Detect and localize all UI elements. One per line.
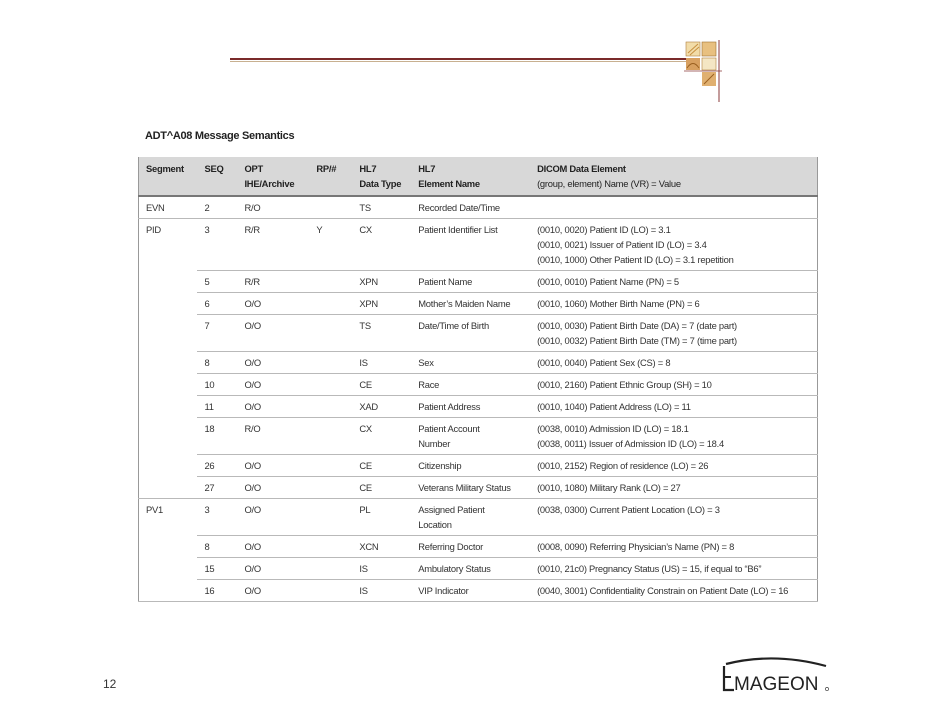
header-rule xyxy=(230,58,700,60)
header-hl7-name: HL7 Element Name xyxy=(411,157,530,196)
cell-segment xyxy=(139,536,198,558)
cell-opt: O/O xyxy=(237,580,309,602)
header-seq: SEQ xyxy=(197,157,237,196)
table-row xyxy=(139,271,818,293)
cell-hl7-name: Patient Name xyxy=(411,271,530,293)
cell-opt: O/O xyxy=(237,558,309,580)
cell-hl7-type: IS xyxy=(352,352,411,374)
cell-segment xyxy=(139,558,198,580)
cell-hl7-name: Patient Address xyxy=(411,396,530,418)
cell-rp xyxy=(309,499,352,536)
cell-opt: R/R xyxy=(237,219,309,271)
table-row xyxy=(139,580,818,602)
header-segment: Segment xyxy=(139,157,198,196)
cell-rp xyxy=(309,536,352,558)
cell-dicom xyxy=(530,196,817,219)
cell-opt: O/O xyxy=(237,352,309,374)
table-row xyxy=(139,455,818,477)
cell-hl7-name: Recorded Date/Time xyxy=(411,196,530,219)
cell-opt: O/O xyxy=(237,499,309,536)
table-row xyxy=(139,536,818,558)
cell-dicom: (0010, 0040) Patient Sex (CS) = 8 xyxy=(530,352,817,374)
cell-dicom: (0010, 2160) Patient Ethnic Group (SH) = 10 xyxy=(530,374,817,396)
cell-seq: 7 xyxy=(197,315,237,352)
table-row xyxy=(139,219,818,271)
cell-dicom: (0010, 0030) Patient Birth Date (DA) = 7 (date part) (0010, 0032) Patient Birth Date (TM) = 7 (time part) xyxy=(530,315,817,352)
cell-hl7-name: Referring Doctor xyxy=(411,536,530,558)
cell-hl7-type: XAD xyxy=(352,396,411,418)
cell-hl7-name: Veterans Military Status xyxy=(411,477,530,499)
table-row xyxy=(139,196,818,219)
cell-hl7-name: Assigned Patient Location xyxy=(411,499,530,536)
cell-segment xyxy=(139,271,198,293)
cell-hl7-name: Citizenship xyxy=(411,455,530,477)
cell-rp xyxy=(309,293,352,315)
cell-hl7-type: TS xyxy=(352,315,411,352)
cell-seq: 8 xyxy=(197,536,237,558)
cell-seq: 3 xyxy=(197,219,237,271)
cell-segment xyxy=(139,374,198,396)
cell-seq: 6 xyxy=(197,293,237,315)
cell-seq: 27 xyxy=(197,477,237,499)
table-row xyxy=(139,315,818,352)
cell-segment: PID xyxy=(139,219,198,271)
cell-dicom: (0010, 1060) Mother Birth Name (PN) = 6 xyxy=(530,293,817,315)
cell-hl7-type: CX xyxy=(352,418,411,455)
cell-segment xyxy=(139,477,198,499)
header-hl7-type: HL7 Data Type xyxy=(352,157,411,196)
cell-dicom: (0010, 2152) Region of residence (LO) = 26 xyxy=(530,455,817,477)
table-row xyxy=(139,418,818,455)
cell-dicom: (0008, 0090) Referring Physician’s Name (PN) = 8 xyxy=(530,536,817,558)
cell-rp xyxy=(309,418,352,455)
cell-dicom: (0010, 21c0) Pregnancy Status (US) = 15, if equal to “B6” xyxy=(530,558,817,580)
cell-hl7-type: CE xyxy=(352,455,411,477)
cell-hl7-type: CE xyxy=(352,374,411,396)
cell-hl7-type: XCN xyxy=(352,536,411,558)
cell-segment: PV1 xyxy=(139,499,198,536)
cell-opt: O/O xyxy=(237,477,309,499)
cell-segment xyxy=(139,352,198,374)
cell-hl7-type: TS xyxy=(352,196,411,219)
cell-dicom: (0038, 0300) Current Patient Location (LO) = 3 xyxy=(530,499,817,536)
cell-seq: 3 xyxy=(197,499,237,536)
cell-seq: 18 xyxy=(197,418,237,455)
cell-segment xyxy=(139,455,198,477)
semantics-table xyxy=(138,157,818,602)
cell-opt: R/O xyxy=(237,196,309,219)
header-opt: OPT IHE/Archive xyxy=(237,157,309,196)
cell-rp xyxy=(309,374,352,396)
cell-dicom: (0010, 0020) Patient ID (LO) = 3.1 (0010, 0021) Issuer of Patient ID (LO) = 3.4 (0010, 1000) Other Patient ID (LO) = 3.1 repetition xyxy=(530,219,817,271)
cell-hl7-name: Ambulatory Status xyxy=(411,558,530,580)
cell-segment xyxy=(139,580,198,602)
cell-opt: R/O xyxy=(237,418,309,455)
cell-segment xyxy=(139,293,198,315)
cell-rp xyxy=(309,196,352,219)
cell-segment xyxy=(139,396,198,418)
table-header-row xyxy=(139,157,818,196)
cell-rp xyxy=(309,580,352,602)
table-row xyxy=(139,374,818,396)
header-rp: RP/# xyxy=(309,157,352,196)
cell-rp xyxy=(309,315,352,352)
page-number: 12 xyxy=(103,677,117,691)
cell-segment: EVN xyxy=(139,196,198,219)
header-decoration-icon xyxy=(684,40,722,102)
cell-segment xyxy=(139,418,198,455)
cell-opt: O/O xyxy=(237,455,309,477)
cell-rp xyxy=(309,455,352,477)
cell-hl7-name: Race xyxy=(411,374,530,396)
cell-opt: O/O xyxy=(237,374,309,396)
cell-seq: 5 xyxy=(197,271,237,293)
cell-dicom: (0040, 3001) Confidentiality Constrain on Patient Date (LO) = 16 xyxy=(530,580,817,602)
cell-hl7-type: IS xyxy=(352,580,411,602)
cell-hl7-type: CE xyxy=(352,477,411,499)
table-row xyxy=(139,558,818,580)
cell-dicom: (0010, 0010) Patient Name (PN) = 5 xyxy=(530,271,817,293)
cell-rp xyxy=(309,477,352,499)
cell-hl7-type: IS xyxy=(352,558,411,580)
cell-dicom: (0010, 1040) Patient Address (LO) = 11 xyxy=(530,396,817,418)
header-dicom: DICOM Data Element (group, element) Name (VR) = Value xyxy=(530,157,817,196)
cell-opt: O/O xyxy=(237,293,309,315)
cell-segment xyxy=(139,315,198,352)
cell-seq: 2 xyxy=(197,196,237,219)
cell-hl7-name: Sex xyxy=(411,352,530,374)
cell-rp xyxy=(309,396,352,418)
page-title: ADT^A08 Message Semantics xyxy=(145,130,295,142)
table-row xyxy=(139,477,818,499)
cell-opt: O/O xyxy=(237,396,309,418)
table-row xyxy=(139,352,818,374)
cell-dicom: (0038, 0010) Admission ID (LO) = 18.1 (0038, 0011) Issuer of Admission ID (LO) = 18.4 xyxy=(530,418,817,455)
cell-rp xyxy=(309,271,352,293)
cell-opt: O/O xyxy=(237,315,309,352)
table-row xyxy=(139,293,818,315)
cell-rp xyxy=(309,558,352,580)
table-row xyxy=(139,396,818,418)
cell-hl7-type: XPN xyxy=(352,271,411,293)
cell-seq: 15 xyxy=(197,558,237,580)
cell-hl7-name: Date/Time of Birth xyxy=(411,315,530,352)
cell-seq: 10 xyxy=(197,374,237,396)
table-body xyxy=(139,196,818,602)
cell-hl7-name: Patient Identifier List xyxy=(411,219,530,271)
cell-seq: 11 xyxy=(197,396,237,418)
emageon-logo-icon xyxy=(714,656,832,696)
cell-seq: 16 xyxy=(197,580,237,602)
cell-dicom: (0010, 1080) Military Rank (LO) = 27 xyxy=(530,477,817,499)
cell-seq: 8 xyxy=(197,352,237,374)
cell-hl7-name: Mother’s Maiden Name xyxy=(411,293,530,315)
cell-hl7-name: Patient Account Number xyxy=(411,418,530,455)
cell-rp xyxy=(309,352,352,374)
cell-hl7-type: PL xyxy=(352,499,411,536)
table-row xyxy=(139,499,818,536)
cell-hl7-name: VIP Indicator xyxy=(411,580,530,602)
cell-opt: O/O xyxy=(237,536,309,558)
cell-rp: Y xyxy=(309,219,352,271)
cell-hl7-type: CX xyxy=(352,219,411,271)
header-rule-accent xyxy=(230,61,700,62)
svg-text:MAGEON: MAGEON xyxy=(734,674,819,695)
cell-opt: R/R xyxy=(237,271,309,293)
cell-seq: 26 xyxy=(197,455,237,477)
cell-hl7-type: XPN xyxy=(352,293,411,315)
